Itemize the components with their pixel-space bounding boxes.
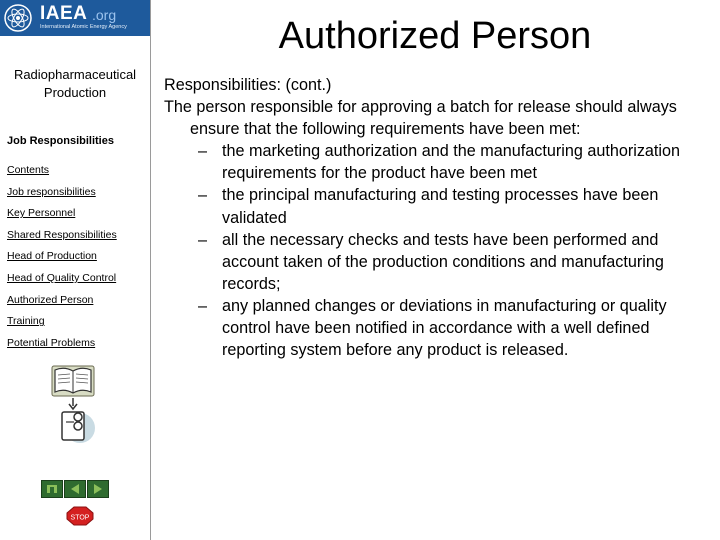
dash-bullet: –: [198, 296, 208, 315]
forward-button[interactable]: [87, 480, 109, 498]
home-icon: [42, 481, 62, 497]
list-item: [164, 140, 709, 184]
iaea-logo[interactable]: [0, 0, 150, 36]
slide-body: [164, 74, 709, 361]
dash-bullet: –: [198, 142, 208, 161]
atom-emblem-icon: [4, 4, 32, 32]
sidebar-link-training[interactable]: Training: [7, 315, 45, 328]
sidebar-link-contents[interactable]: Contents: [7, 164, 50, 176]
list-item-text: the principal manufacturing and testing processes have been validated: [222, 186, 659, 227]
sidebar-nav: [7, 163, 117, 357]
section-heading: Job Responsibilities: [7, 135, 114, 147]
list-item-text: any planned changes or deviations in manufacturing or quality control have been notified in accordance with a well defined reporting system before any product is released.: [222, 296, 667, 360]
module-title-line2: Production: [43, 85, 107, 100]
sidebar-link-authorized-person[interactable]: Authorized Person: [7, 293, 94, 306]
intro-paragraph: The person responsible for approving a batch for release should always ensure that the following requirements have been met:: [164, 98, 677, 139]
list-item: [164, 229, 709, 295]
logo-tagline: International Atomic Energy Agency: [40, 24, 127, 30]
back-arrow-icon: [65, 481, 85, 497]
module-title: [0, 66, 150, 102]
sidebar-link-job-responsibilities[interactable]: Job responsibilities: [7, 185, 96, 198]
list-item-text: all the necessary checks and tests have been performed and account taken of the production conditions and manufacturing records;: [222, 230, 664, 293]
page-title: Authorized Person: [278, 15, 592, 57]
body-heading: Responsibilities: (cont.): [164, 76, 332, 94]
sidebar-link-head-of-production[interactable]: Head of Production: [7, 250, 97, 263]
sidebar-link-potential-problems[interactable]: Potential Problems: [7, 336, 96, 349]
dash-bullet: –: [198, 186, 208, 205]
list-item: [164, 184, 709, 228]
requirements-list: [164, 140, 709, 361]
list-item: [164, 295, 709, 361]
module-title-line1: Radiopharmaceutical: [13, 67, 137, 82]
dash-bullet: –: [198, 230, 208, 249]
sidebar-link-head-of-quality-control[interactable]: Head of Quality Control: [7, 271, 117, 284]
list-item-text: the marketing authorization and the manufacturing authorization requirements for the product have been met: [222, 142, 681, 183]
logo-domain: .org: [92, 7, 117, 23]
sidebar-link-key-personnel[interactable]: Key Personnel: [7, 207, 76, 220]
stop-label: STOP: [70, 514, 90, 522]
home-button[interactable]: [41, 480, 63, 498]
back-button[interactable]: [64, 480, 86, 498]
book-icon: [46, 362, 100, 444]
sidebar: [0, 0, 151, 540]
forward-arrow-icon: [88, 481, 108, 497]
logo-name: IAEA: [40, 3, 88, 24]
stop-button[interactable]: [66, 506, 94, 526]
sidebar-link-shared-responsibilities[interactable]: Shared Responsibilities: [7, 228, 117, 241]
